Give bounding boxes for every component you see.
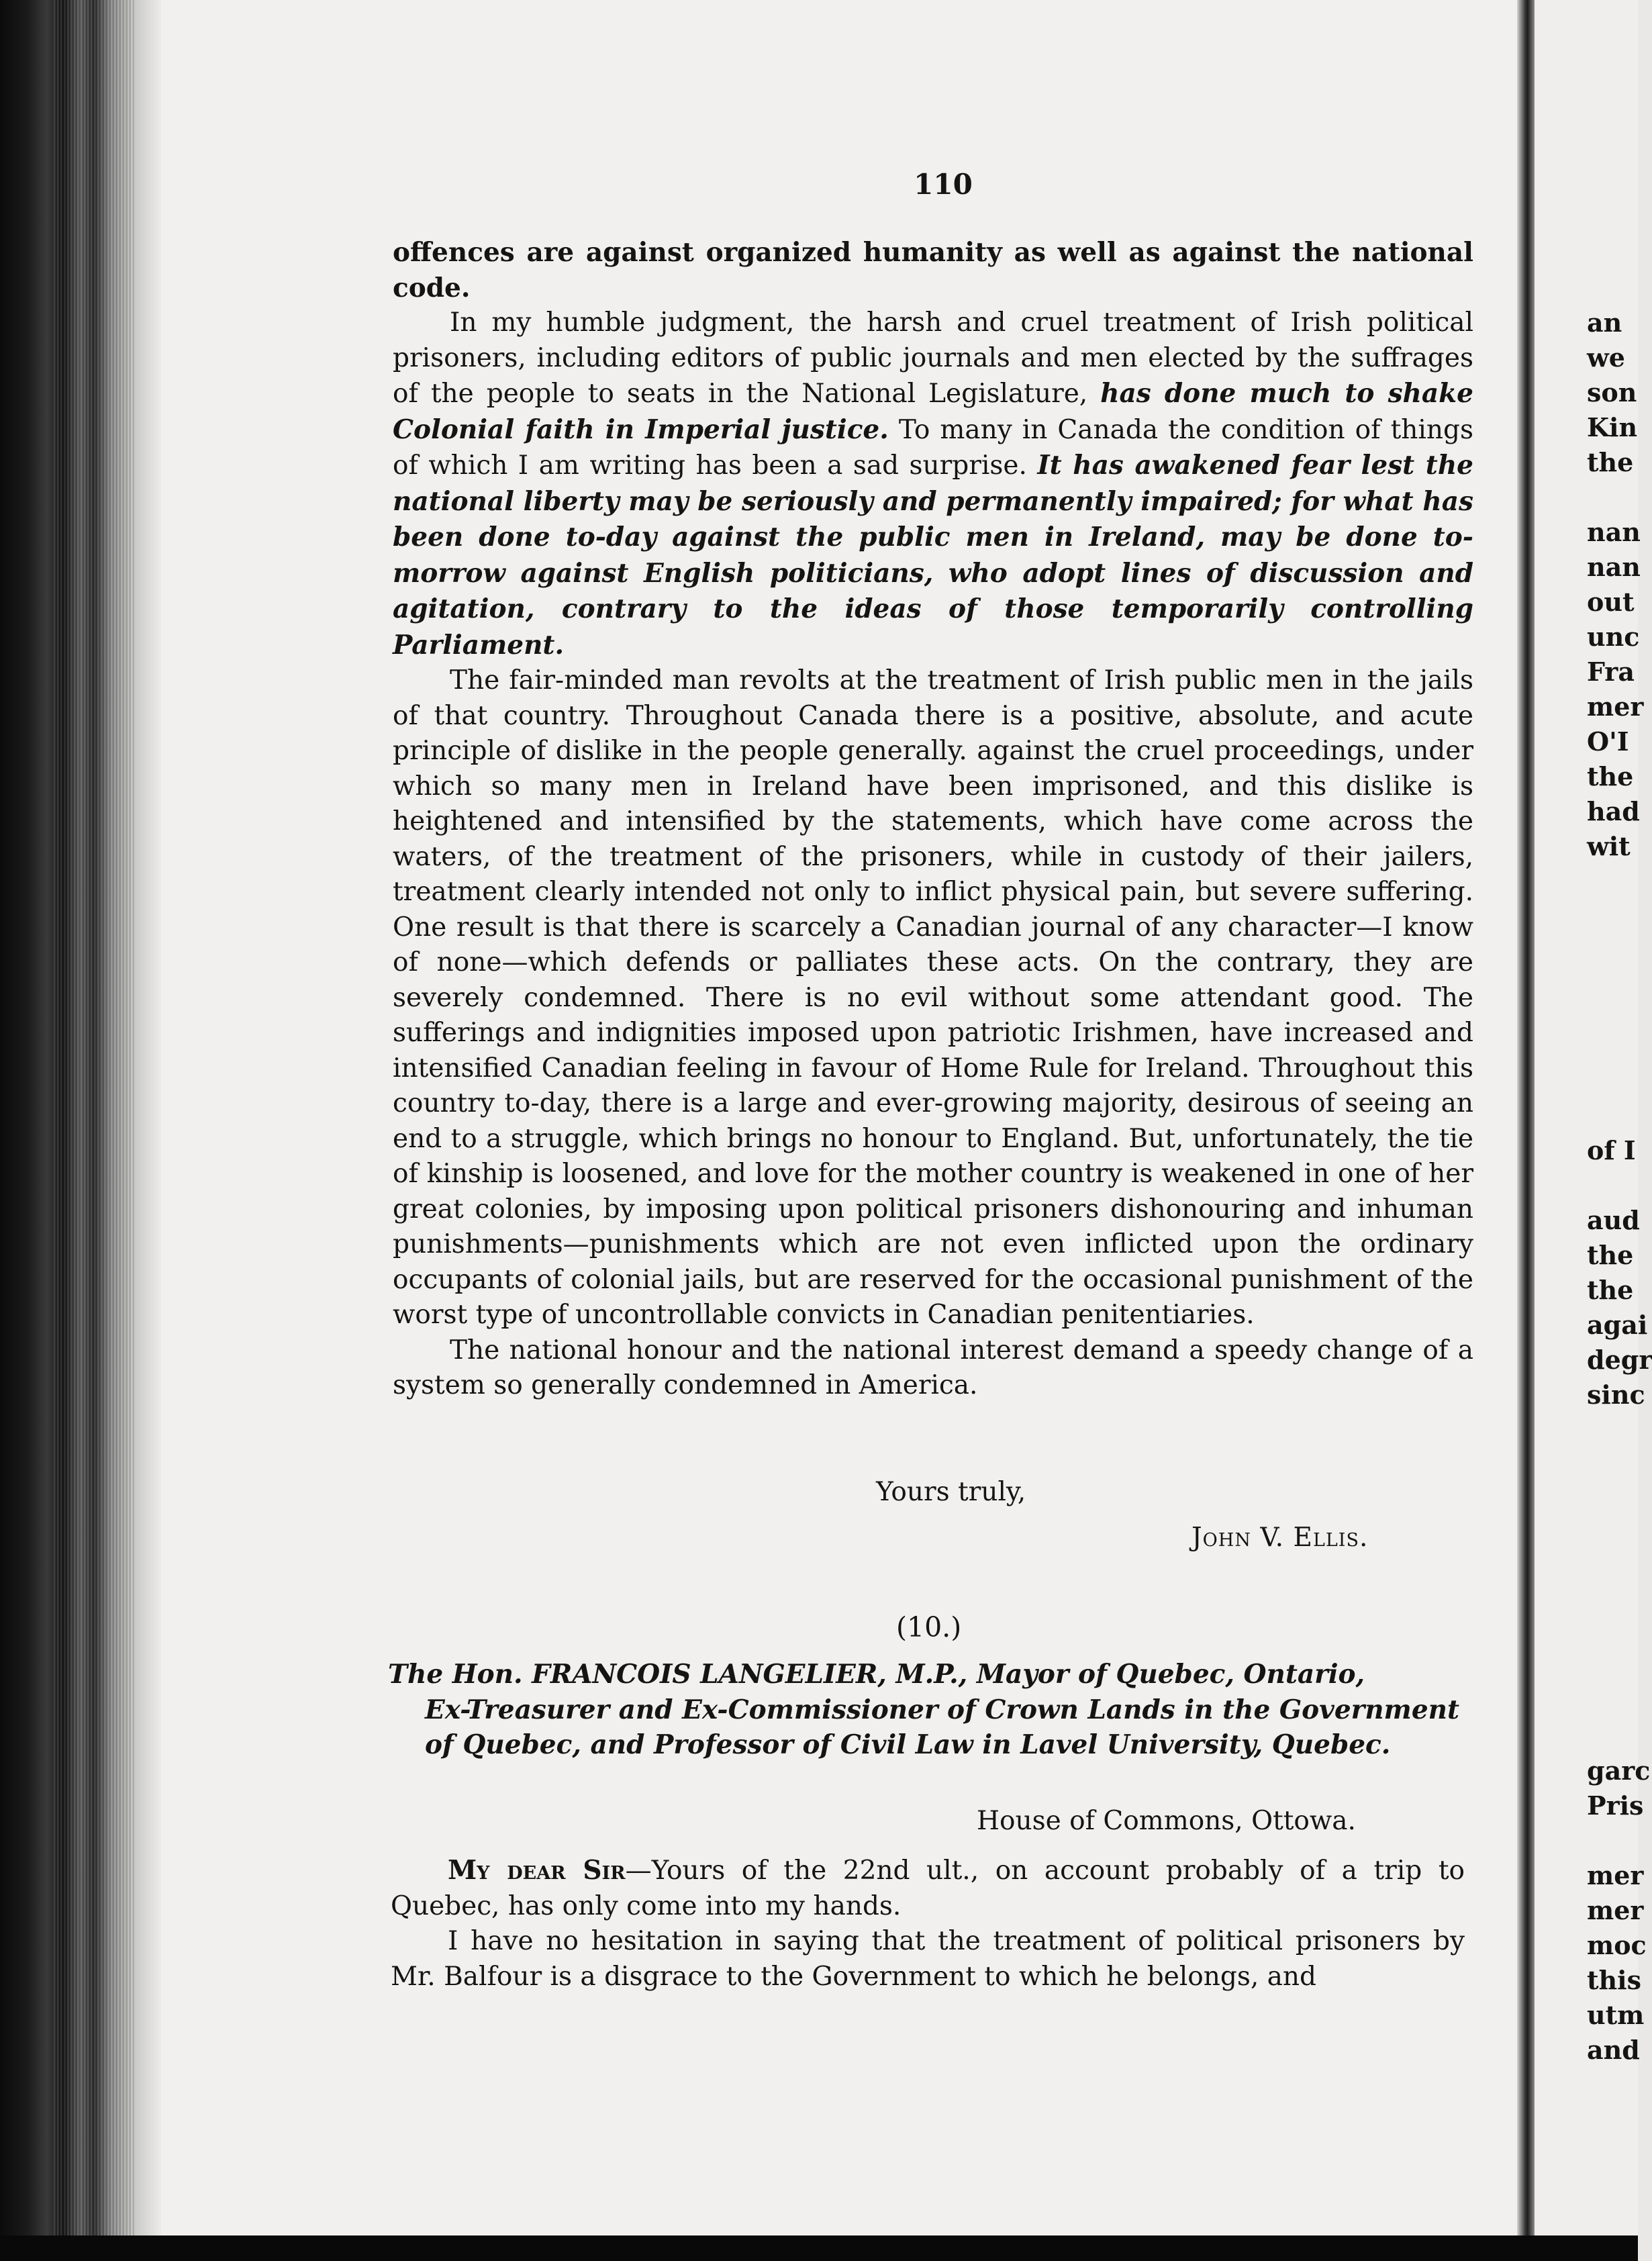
text-fragment: agai [1587,1310,1648,1340]
paragraph: The national honour and the national interest demand a speedy change of a system so generally condemned in America. [393,1335,1473,1400]
text-fragment: had [1587,796,1640,826]
page-number: 110 [914,168,973,201]
book-binding [0,0,161,2261]
text-fragment: the [1587,1275,1634,1305]
paragraph: I have no hesitation in saying that the treatment of political prisoners by Mr. Balfour is a disgrace to the Government to which he belongs, and [391,1926,1465,1992]
text-fragment: mer [1587,691,1644,722]
main-text [393,235,1473,1404]
paragraph-continuation: offences are against organized humanity as well as against the national code. [393,237,1473,303]
emphasis-text: It has awakened fear lest the national liberty may be seriously and permanently impaired; for what has been done to-day against the public men in Ireland, may be done to-morrow against English politicians, who adopt lines of discussion and agitation, contrary to the ideas of those temporarily controlling Parliament. [393,450,1473,661]
text-fragment: the [1587,1240,1634,1270]
addressee-line: Ex-Treasurer and Ex-Commissioner of Crown Lands in the Government [425,1694,1459,1725]
paragraph [393,305,1473,663]
addressee-line: of Quebec, and Professor of Civil Law in Lavel University, Quebec. [425,1729,1391,1760]
text-fragment: Pris [1587,1790,1644,1821]
letter-body [391,1853,1465,1994]
paragraph [391,1853,1465,1924]
text-fragment: utm [1587,2000,1645,2030]
text-fragment: nan [1587,517,1641,547]
section-number: (10.) [896,1611,962,1643]
signature: John V. Ellis. [1192,1523,1369,1553]
page-divider [1517,0,1535,2261]
text-fragment: the [1587,447,1634,477]
addressee-line: The Hon. FRANCOIS LANGELIER, M.P., Mayor of Quebec, Ontario, [388,1659,1365,1690]
facing-page-text [1535,0,1652,2261]
text-fragment: son [1587,377,1637,407]
paragraph-text: —Yours of the 22nd ult., on account probably of a trip to Quebec, has only come into my hands. [391,1856,1465,1921]
text-fragment: garc [1587,1755,1651,1786]
text-fragment: mer [1587,1860,1644,1890]
text-fragment: unc [1587,622,1640,652]
text-fragment: Fra [1587,657,1635,687]
text-fragment: of I [1587,1135,1636,1165]
text-fragment: O'I [1587,726,1629,757]
text-fragment: this [1587,1965,1642,1995]
text-fragment: the [1587,761,1634,791]
salutation: My dear Sir [448,1855,626,1886]
text-fragment: sinc [1587,1380,1645,1410]
text-fragment: wit [1587,831,1631,861]
text-fragment: out [1587,587,1635,617]
paragraph: The fair-minded man revolts at the treatment of Irish public men in the jails of that country. Throughout Canada there is a positive, absolute, and acute principle of dislike in the people generally. against the cruel proceedings, under which so many men in Ireland have been imprisoned, and this dislike is heightened and intensified by the statements, which have come across the waters, of the treatment of the prisoners, while in custody of their jailers, treatment clearly intended not only to inflict physical pain, but severe suffering. One result is that there is scarcely a Canadian journal of any character—I know of none—which defends or palliates these acts. On the contrary, they are severely condemned. There is no evil without some attendant good. The sufferings and indignities imposed upon patriotic Irishmen, have increased and intensified Canadian feeling in favour of Home Rule for Ireland. Throughout this country to-day, there is a large and ever-growing majority, desirous of seeing an end to a struggle, which brings no honour to England. But, unfortunately, the tie of kinship is loosened, and love for the mother country is weakened in one of her great colonies, by imposing upon political prisoners dishonouring and inhuman punishments—punishments which are not even inflicted upon the ordinary occupants of colonial jails, but are reserved for the occasional punishment of the worst type of uncontrollable convicts in Canadian penitentiaries. [393,665,1473,1330]
text-fragment: mer [1587,1895,1644,1925]
text-fragment: an [1587,307,1622,338]
text-fragment: nan [1587,552,1641,582]
text-fragment: degr [1587,1345,1652,1375]
text-fragment: Kin [1587,412,1638,442]
text-fragment: moc [1587,1930,1647,1960]
paragraph-text: To many in Canada the condition of things of which I am writing has been a sad surprise. [393,414,1473,481]
emphasis-text: has done much to shake Colonial faith in Imperial justice. [393,378,1473,445]
text-fragment: aud [1587,1205,1640,1235]
scan-border [0,2235,1638,2261]
letter-location: House of Commons, Ottowa. [977,1806,1356,1836]
text-fragment: we [1587,342,1625,373]
addressee-heading [388,1657,1475,1763]
facing-page [1535,0,1652,2261]
paragraph-text: In my humble judgment, the harsh and cruel treatment of Irish political prisoners, including editors of public journals and men elected by the suffrages of the people to seats in the National Legislature, [393,307,1473,409]
text-fragment: and [1587,2035,1640,2065]
closing-phrase: Yours truly, [876,1477,1026,1507]
